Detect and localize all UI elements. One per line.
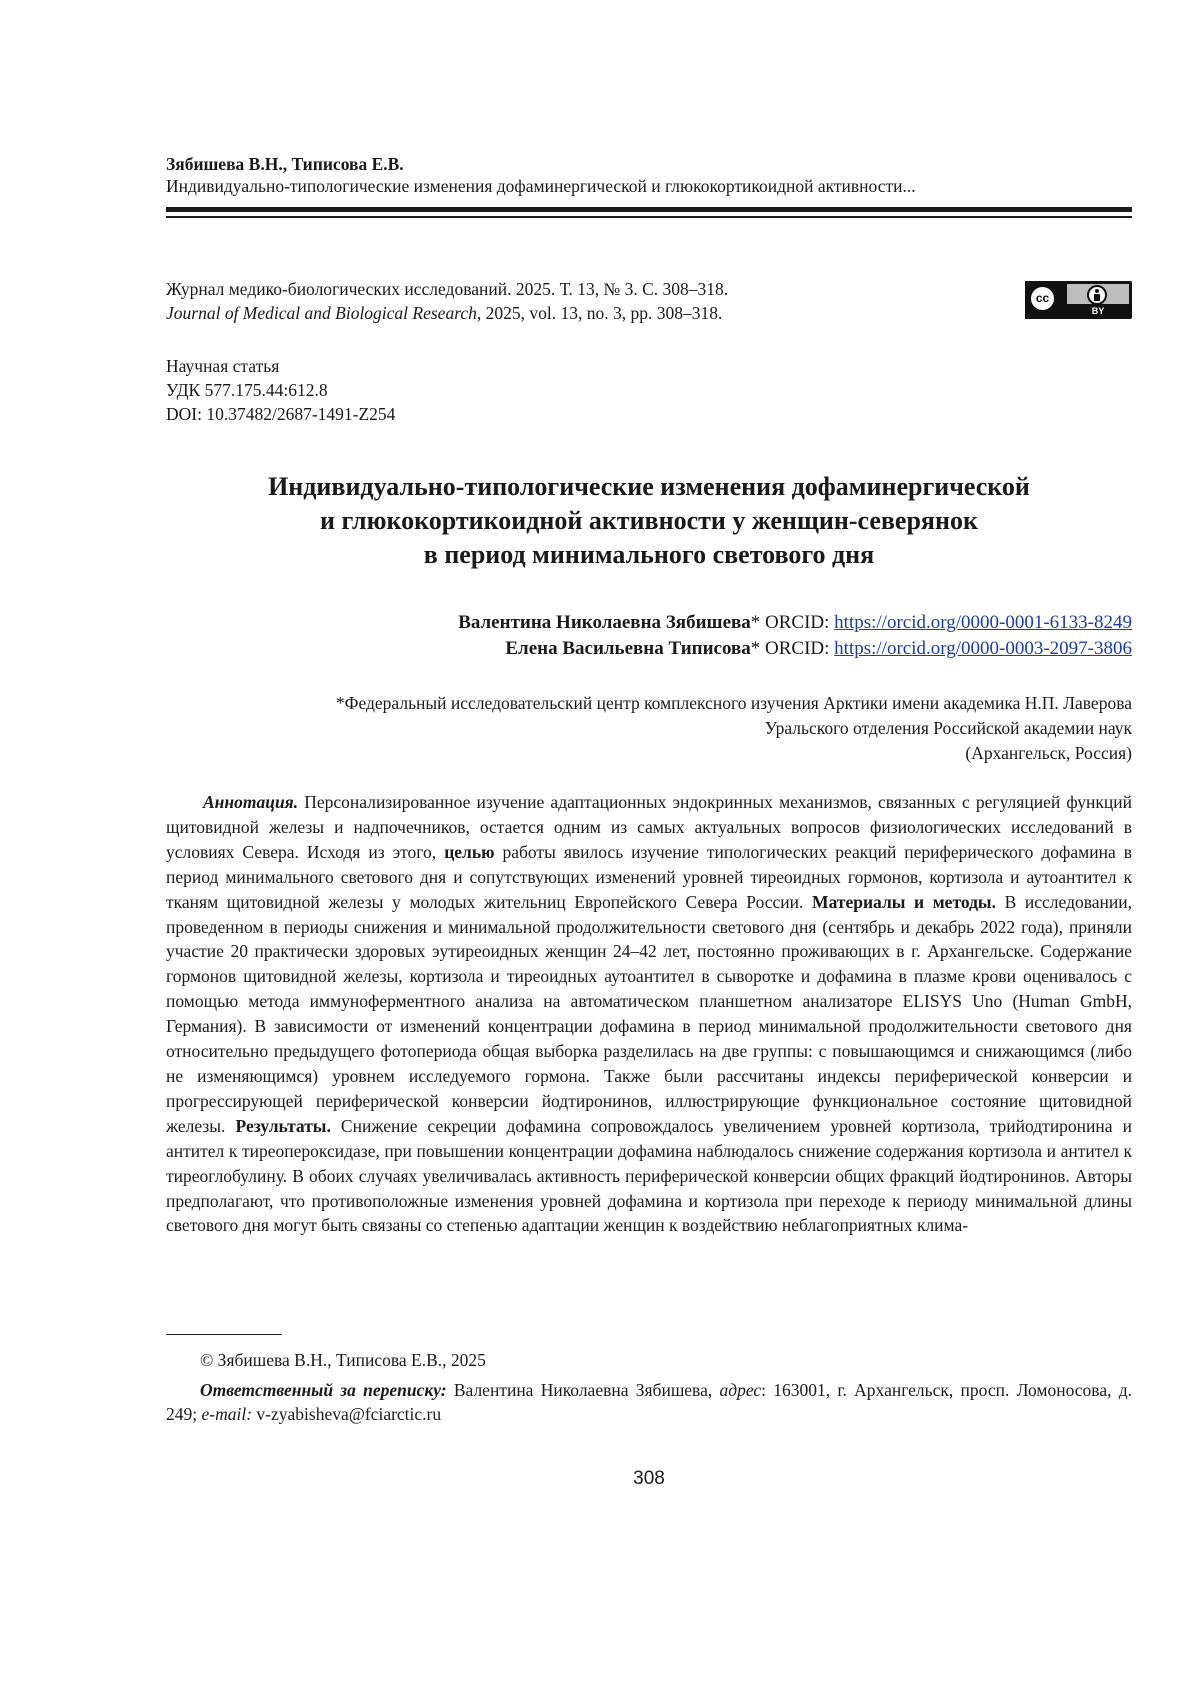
doi: DOI: 10.37482/2687-1491-Z254 [166, 402, 395, 426]
abstract-results-label: Результаты. [235, 1116, 330, 1136]
email-label: e-mail: [202, 1404, 253, 1424]
attribution-person-icon [1087, 285, 1107, 305]
abstract-goal-label: целью [444, 842, 494, 862]
correspondence [166, 1378, 1132, 1426]
creative-commons-icon [1029, 285, 1056, 312]
footnote-rule [166, 1334, 282, 1335]
udk-code: УДК 577.175.44:612.8 [166, 378, 395, 402]
header-rule-thick [166, 207, 1132, 212]
title-line: в период минимального светового дня [166, 538, 1132, 572]
affiliation-line: (Архангельск, Россия) [166, 741, 1132, 766]
author-name: Елена Васильевна Типисова [505, 638, 750, 659]
correspondence-name: Валентина Николаевна Зябишева, [447, 1380, 720, 1400]
affiliation-line: *Федеральный исследовательский центр комплексного изучения Арктики имени академика Н.П. Лаверова [166, 691, 1132, 716]
affiliation-line: Уральского отделения Российской академии наук [166, 716, 1132, 741]
orcid-link[interactable]: https://orcid.org/0000-0001-6133-8249 [834, 612, 1132, 633]
abstract [166, 790, 1132, 1238]
header-rule-thin [166, 216, 1132, 218]
author-name: Валентина Николаевна Зябишева [458, 612, 751, 633]
abstract-label: Аннотация. [203, 792, 298, 812]
article-title [166, 470, 1132, 572]
copyright: © Зябишева В.Н., Типисова Е.В., 2025 [200, 1348, 486, 1372]
address-label: адрес [719, 1380, 761, 1400]
page-number: 308 [0, 1468, 1200, 1490]
journal-citation [166, 277, 728, 325]
journal-citation-en [166, 301, 728, 325]
author-line [458, 610, 1132, 636]
address-text: : 163001, г. Архангельск, просп. Ломоносова, д. 249; [166, 1380, 1132, 1424]
running-header-title: Индивидуально-типологические изменения дофаминергической и глюкокортикоидной активности... [166, 175, 1132, 197]
cc-by-license-badge[interactable] [1025, 281, 1132, 319]
author-orcid-label: * ORCID: [751, 638, 834, 659]
journal-citation-ru: Журнал медико-биологических исследований. 2025. Т. 13, № 3. С. 308–318. [166, 277, 728, 301]
title-line: Индивидуально-типологические изменения дофаминергической [166, 470, 1132, 504]
abstract-text: Персонализированное изучение адаптационных эндокринных механизмов, связанных с регуляцией функций щитовидной железы и надпочечников, остается одним из самых актуальных вопросов физиологических исследований в условиях Севера. Исходя из этого, [166, 792, 1132, 862]
email-address[interactable]: v-zyabisheva@fciarctic.ru [252, 1404, 441, 1424]
title-line: и глюкокортикоидной активности у женщин-северянок [166, 504, 1132, 538]
abstract-text: Снижение секреции дофамина сопровождалось увеличением уровней кортизола, трийодтиронина и антител к тиреопероксидазе, при повышении концентрации дофамина наблюдалось снижение содержания кортизола и антител к тиреоглобулину. В обоих случаях увеличивалась активность периферической конверсии общих фракций йодтиронинов. Авторы предполагают, что противоположные изменения уровней дофамина и кортизола при переходе к периоду минимальной длины светового дня могут быть связаны со степенью адаптации женщин к воздействию неблагоприятных клима- [166, 1116, 1132, 1236]
affiliation [166, 691, 1132, 766]
journal-details-en: , 2025, vol. 13, no. 3, pp. 308–318. [477, 303, 723, 323]
author-orcid-label: * ORCID: [751, 612, 834, 633]
article-type: Научная статья [166, 354, 395, 378]
running-header-authors: Зябишева В.Н., Типисова Е.В. [166, 153, 1132, 175]
article-meta [166, 354, 395, 426]
cc-icon-label: cc [1031, 291, 1054, 305]
correspondence-label: Ответственный за переписку: [200, 1380, 447, 1400]
by-label: BY [1067, 305, 1129, 317]
journal-name-en: Journal of Medical and Biological Research [166, 303, 477, 323]
author-list [458, 610, 1132, 662]
running-header [166, 153, 1132, 197]
orcid-link[interactable]: https://orcid.org/0000-0003-2097-3806 [834, 638, 1132, 659]
abstract-text: работы явилось изучение типологических реакций периферического дофамина в период минимального светового дня и сопутствующих изменений уровней тиреоидных гормонов, кортизола и аутоантител к тканям щитовидной железы у молодых жительниц Европейского Севера России. [166, 842, 1132, 912]
abstract-methods-label: Материалы и методы. [812, 892, 996, 912]
abstract-text: В исследовании, проведенном в периоды снижения и минимальной продолжительности светового дня (сентябрь и декабрь 2022 года), приняли участие 20 практически здоровых эутиреоидных женщин 24–42 лет, постоянно проживающих в г. Архангельске. Содержание гормонов щитовидной железы, кортизола и тиреоидных аутоантител в сыворотке и дофамина в плазме крови оценивалось с помощью метода иммуноферментного анализа на автоматическом планшетном анализаторе ELISYS Uno (Human GmbH, Германия). В зависимости от изменений концентрации дофамина в период минимальной продолжительности светового дня относительно предыдущего фотопериода общая выборка разделилась на две группы: с повышающимся и снижающимся (либо не изменяющимся) уровнем исследуемого гормона. Также были рассчитаны индексы периферической конверсии и прогрессирующей периферической конверсии йодтиронинов, иллюстрирующие функциональное состояние щитовидной железы. [166, 892, 1132, 1136]
author-line [458, 636, 1132, 662]
